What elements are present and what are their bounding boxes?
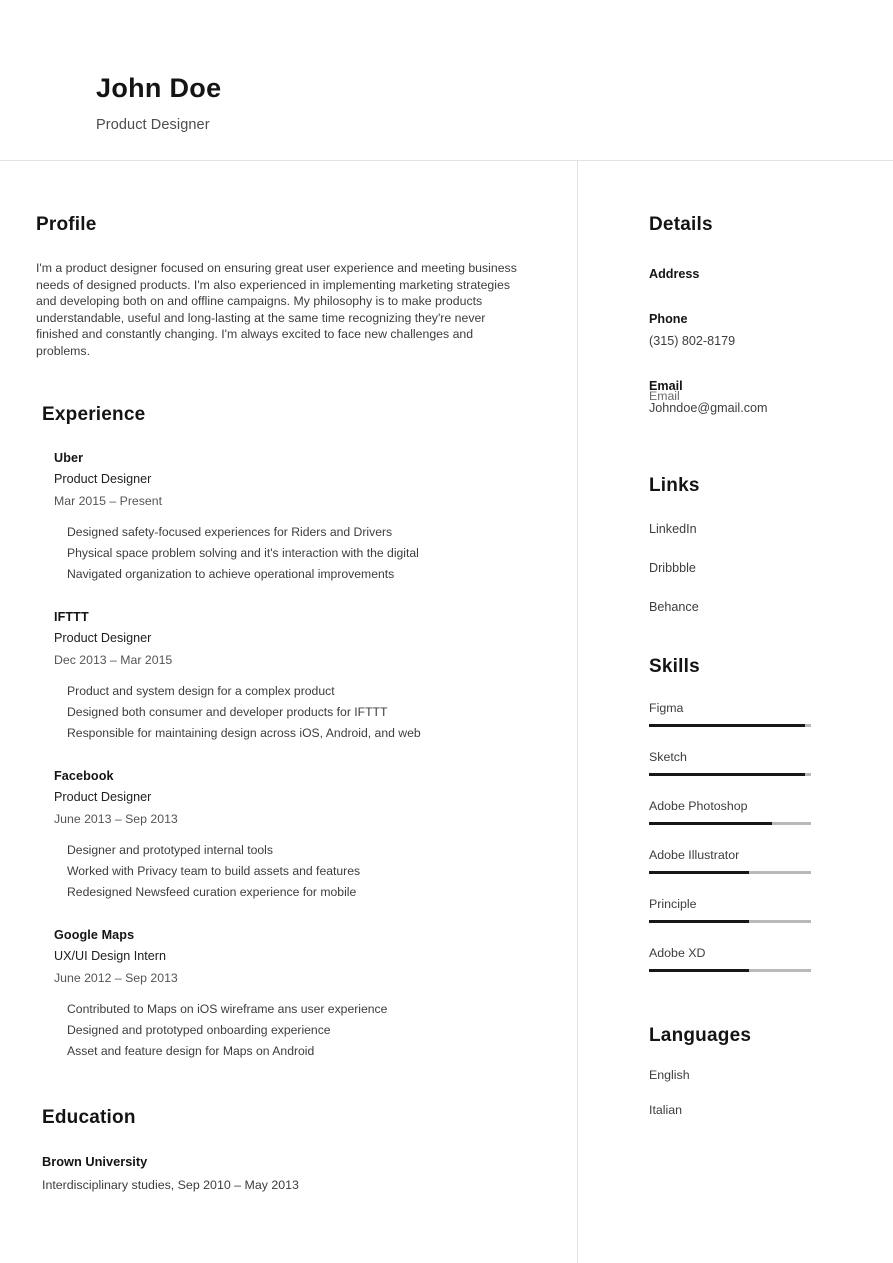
- section-heading-links: Links: [649, 475, 700, 496]
- link-behance[interactable]: Behance: [649, 600, 699, 614]
- experience-bullet: Redesigned Newsfeed curation experience for mobile: [67, 884, 357, 899]
- experience-dates: Dec 2013 – Mar 2015: [54, 652, 173, 667]
- experience-bullet: Designed both consumer and developer products for IFTTT: [67, 704, 388, 719]
- experience-role: Product Designer: [54, 471, 152, 486]
- skill-bar-fill: [649, 724, 805, 727]
- experience-company: Google Maps: [54, 927, 135, 942]
- experience-bullet: Asset and feature design for Maps on Android: [67, 1043, 315, 1058]
- skill-name: Adobe XD: [649, 946, 706, 960]
- experience-dates: June 2013 – Sep 2013: [54, 811, 178, 826]
- education-school: Brown University: [42, 1153, 148, 1169]
- detail-phone: [649, 312, 893, 348]
- detail-value-email: Johndoe@gmail.com: [649, 401, 768, 415]
- page-title: John Doe: [96, 73, 222, 103]
- experience-role: Product Designer: [54, 630, 152, 645]
- section-heading-profile: Profile: [36, 214, 97, 235]
- experience-bullet: Worked with Privacy team to build assets and features: [67, 863, 361, 878]
- skill-bar-fill: [649, 920, 749, 923]
- profile-text: I'm a product designer focused on ensuring great user experience and meeting business needs of designed products. I'm also experienced in implementing marketing strategies and developing both on and offline campaigns. My philosophy is to make products understandable, useful and long-lasting at the same time recognizing they're never finished and constantly changing. I'm always excited to face new challenges and problems.: [36, 261, 517, 358]
- section-languages: [649, 1025, 893, 1117]
- experience-company: Uber: [54, 450, 84, 465]
- skill-name: Principle: [649, 897, 697, 911]
- experience-bullet: Designed and prototyped onboarding experience: [67, 1022, 331, 1037]
- skill-bar-fill: [649, 871, 749, 874]
- skill-item: [649, 799, 893, 825]
- experience-bullets: [67, 999, 577, 1062]
- experience-bullet: Product and system design for a complex product: [67, 683, 335, 698]
- skill-item: [649, 701, 893, 727]
- detail-value-phone: (315) 802-8179: [649, 334, 736, 348]
- experience-item: [54, 451, 577, 585]
- experience-bullet: Contributed to Maps on iOS wireframe ans user experience: [67, 1001, 388, 1016]
- detail-label-address: Address: [649, 267, 700, 281]
- sidebar-column: [578, 161, 893, 1263]
- skill-bar-fill: [649, 969, 749, 972]
- resume-body: [0, 161, 893, 1263]
- experience-role: Product Designer: [54, 789, 152, 804]
- section-heading-education: Education: [42, 1106, 136, 1128]
- detail-label-email: Email: [649, 379, 683, 393]
- skill-bar: [649, 724, 811, 727]
- experience-role: UX/UI Design Intern: [54, 948, 166, 963]
- section-details: [649, 214, 893, 415]
- section-heading-skills: Skills: [649, 656, 700, 677]
- experience-bullet: Navigated organization to achieve operational improvements: [67, 566, 395, 581]
- resume-header: [0, 0, 893, 161]
- experience-bullet: Designer and prototyped internal tools: [67, 842, 273, 857]
- experience-bullet: Designed safety-focused experiences for Riders and Drivers: [67, 524, 393, 539]
- detail-email: [649, 379, 893, 415]
- skill-name: Figma: [649, 701, 684, 715]
- header-subtitle: Product Designer: [96, 116, 210, 133]
- skill-item: [649, 750, 893, 776]
- education-item: [42, 1154, 577, 1192]
- link-dribbble[interactable]: Dribbble: [649, 561, 696, 575]
- experience-bullet: Physical space problem solving and it's interaction with the digital: [67, 545, 419, 560]
- experience-dates: June 2012 – Sep 2013: [54, 970, 178, 985]
- experience-company: IFTTT: [54, 609, 89, 624]
- detail-address: [649, 267, 893, 281]
- language-item: Italian: [649, 1103, 683, 1117]
- experience-item: [54, 928, 577, 1062]
- experience-dates: Mar 2015 – Present: [54, 493, 163, 508]
- section-experience: [42, 404, 577, 1062]
- section-education: [42, 1107, 577, 1192]
- experience-bullets: [67, 681, 577, 744]
- skill-name: Sketch: [649, 750, 687, 764]
- skill-item: [649, 946, 893, 972]
- section-links: [649, 475, 893, 614]
- section-heading-details: Details: [649, 214, 713, 235]
- section-heading-experience: Experience: [42, 403, 146, 425]
- link-linkedin[interactable]: LinkedIn: [649, 522, 697, 536]
- skill-bar: [649, 822, 811, 825]
- experience-item: [54, 769, 577, 903]
- experience-company: Facebook: [54, 768, 114, 783]
- education-detail: Interdisciplinary studies, Sep 2010 – May 2013: [42, 1177, 299, 1192]
- skill-name: Adobe Photoshop: [649, 799, 748, 813]
- section-skills: [649, 656, 893, 972]
- skill-bar-fill: [649, 822, 772, 825]
- skill-item: [649, 848, 893, 874]
- skill-bar-fill: [649, 773, 805, 776]
- experience-bullets: [67, 522, 577, 585]
- detail-label-email-overlap: Email: [649, 389, 680, 403]
- experience-item: [54, 610, 577, 744]
- skill-bar: [649, 773, 811, 776]
- skill-name: Adobe Illustrator: [649, 848, 740, 862]
- language-item: English: [649, 1068, 690, 1082]
- skill-bar: [649, 969, 811, 972]
- experience-bullet: Responsible for maintaining design across iOS, Android, and web: [67, 725, 421, 740]
- detail-label-phone: Phone: [649, 312, 688, 326]
- skill-bar: [649, 871, 811, 874]
- skill-bar: [649, 920, 811, 923]
- main-column: [0, 161, 578, 1263]
- skill-item: [649, 897, 893, 923]
- experience-bullets: [67, 840, 577, 903]
- section-heading-languages: Languages: [649, 1025, 752, 1046]
